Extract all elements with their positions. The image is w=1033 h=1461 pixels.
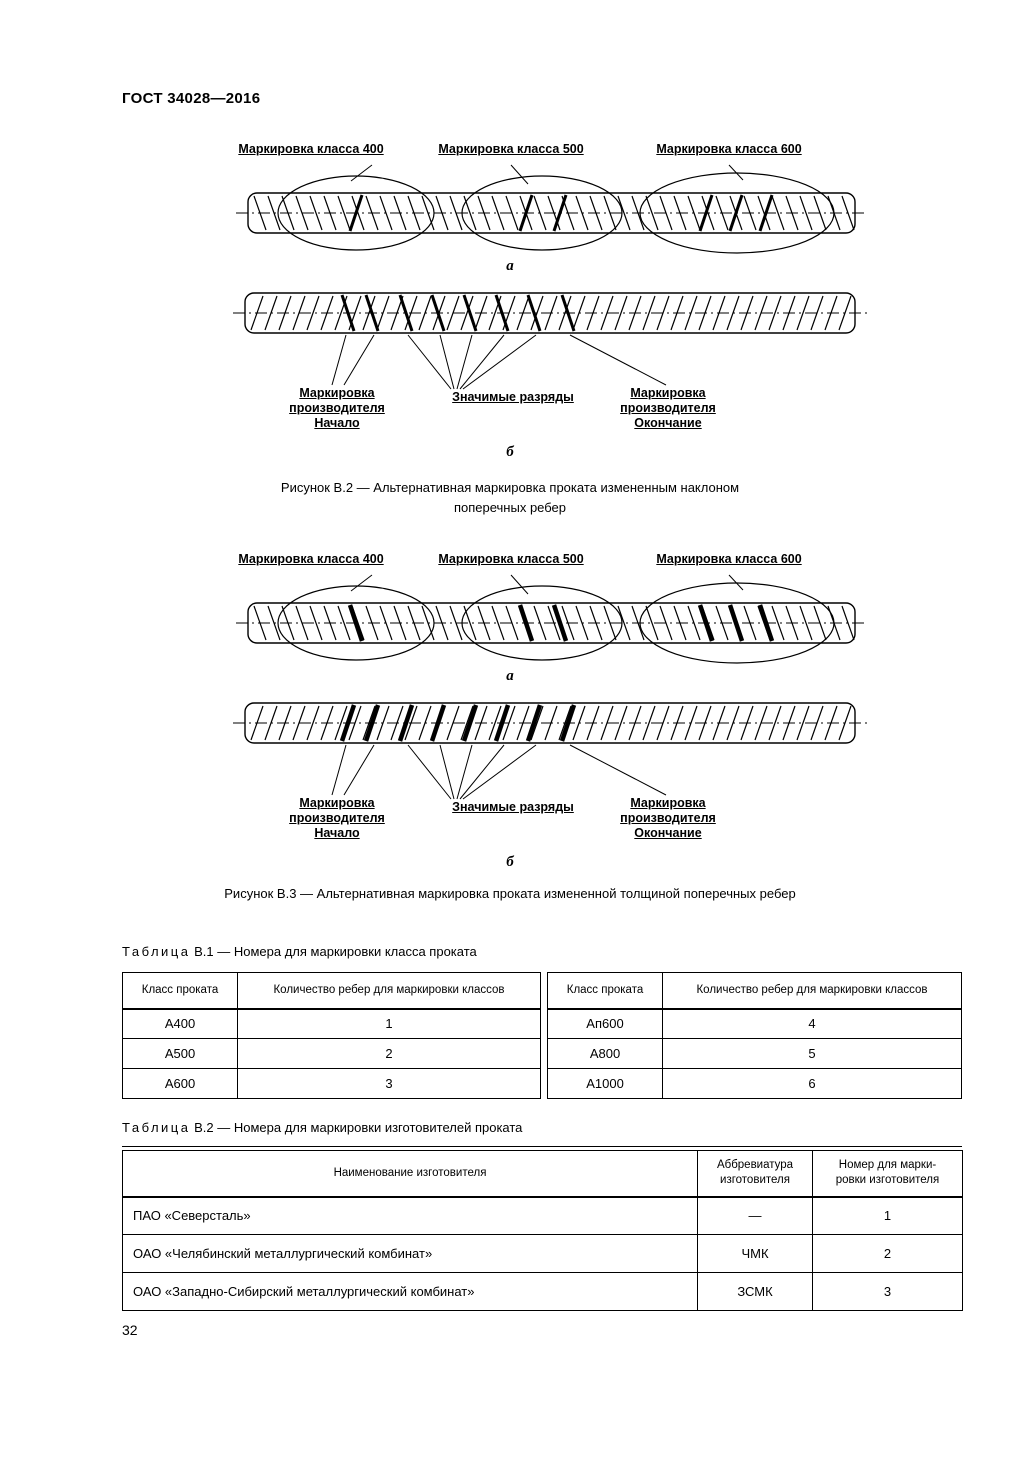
manufacturer-name: ПАО «Северсталь»	[123, 1197, 698, 1235]
table-cell: 6	[663, 1069, 962, 1099]
table-cell: А500	[123, 1039, 238, 1069]
table-row	[123, 1273, 963, 1311]
column-header: Аббревиатура изготовителя	[698, 1151, 813, 1197]
table-row	[123, 1235, 963, 1273]
column-header: Класс проката	[548, 973, 663, 1009]
label-manufacturer-end: Маркировка производителя Окончание	[620, 796, 716, 840]
rebar-drawing-b2	[120, 138, 900, 478]
class-label-600: Маркировка класса 600	[656, 142, 802, 156]
class-label-400: Маркировка класса 400	[238, 142, 384, 156]
manufacturer-number: 2	[813, 1235, 963, 1273]
table-b2	[122, 1150, 963, 1311]
label-manufacturer-start: Маркировка производителя Начало	[289, 386, 385, 430]
table-cell: Ап600	[548, 1009, 663, 1039]
manufacturer-number: 3	[813, 1273, 963, 1311]
table-b1-right	[547, 972, 962, 1099]
table-cell: 1	[238, 1009, 541, 1039]
table-cell: 2	[238, 1039, 541, 1069]
manufacturer-number: 1	[813, 1197, 963, 1235]
table-row	[123, 1039, 541, 1069]
label-manufacturer-end: Маркировка производителя Окончание	[620, 386, 716, 430]
class-label-400: Маркировка класса 400	[238, 552, 384, 566]
table-b2-title: Таблица В.2 — Номера для маркировки изготовителей проката	[122, 1120, 523, 1135]
manufacturer-name: ОАО «Западно-Сибирский металлургический комбинат»	[123, 1273, 698, 1311]
manufacturer-abbr: ЧМК	[698, 1235, 813, 1273]
subfigure-marker-b: б	[506, 444, 514, 460]
table-row	[548, 1039, 962, 1069]
table-cell: 4	[663, 1009, 962, 1039]
class-label-500: Маркировка класса 500	[438, 142, 584, 156]
column-header: Количество ребер для маркировки классов	[663, 973, 962, 1009]
column-header: Количество ребер для маркировки классов	[238, 973, 541, 1009]
rebar-drawing-b3	[120, 548, 900, 888]
manufacturer-abbr: ЗСМК	[698, 1273, 813, 1311]
class-label-600: Маркировка класса 600	[656, 552, 802, 566]
table-row	[123, 1069, 541, 1099]
manufacturer-name: ОАО «Челябинский металлургический комбинат»	[123, 1235, 698, 1273]
label-manufacturer-start: Маркировка производителя Начало	[289, 796, 385, 840]
page-number: 32	[122, 1322, 138, 1338]
label-significant-digits: Значимые разряды	[452, 390, 574, 404]
table-b1-title: Таблица В.1 — Номера для маркировки класса проката	[122, 944, 477, 959]
table-cell: А1000	[548, 1069, 663, 1099]
table-cell: А800	[548, 1039, 663, 1069]
subfigure-marker-b: б	[506, 854, 514, 870]
label-significant-digits: Значимые разряды	[452, 800, 574, 814]
column-header: Наименование изготовителя	[123, 1151, 698, 1197]
figure-b3	[120, 548, 900, 888]
figure-b3-caption: Рисунок В.3 — Альтернативная маркировка проката измененной толщиной поперечных ребер	[224, 886, 796, 901]
document-header: ГОСТ 34028—2016	[122, 90, 261, 107]
column-header: Номер для марки- ровки изготовителя	[813, 1151, 963, 1197]
table-cell: 3	[238, 1069, 541, 1099]
table-cell: А400	[123, 1009, 238, 1039]
table-row	[548, 1009, 962, 1039]
figure-b2	[120, 138, 900, 478]
table-row	[548, 1069, 962, 1099]
class-label-500: Маркировка класса 500	[438, 552, 584, 566]
table-cell: 5	[663, 1039, 962, 1069]
figure-b2-caption: Рисунок В.2 — Альтернативная маркировка проката измененным наклоном поперечных ребер	[280, 480, 740, 516]
manufacturer-abbr: —	[698, 1197, 813, 1235]
table-cell: А600	[123, 1069, 238, 1099]
table-row	[123, 1009, 541, 1039]
subfigure-marker-a: а	[506, 258, 514, 274]
column-header: Класс проката	[123, 973, 238, 1009]
table-b1-left	[122, 972, 541, 1099]
table-b2-double-rule	[122, 1146, 962, 1147]
table-row	[123, 1197, 963, 1235]
subfigure-marker-a: а	[506, 668, 514, 684]
